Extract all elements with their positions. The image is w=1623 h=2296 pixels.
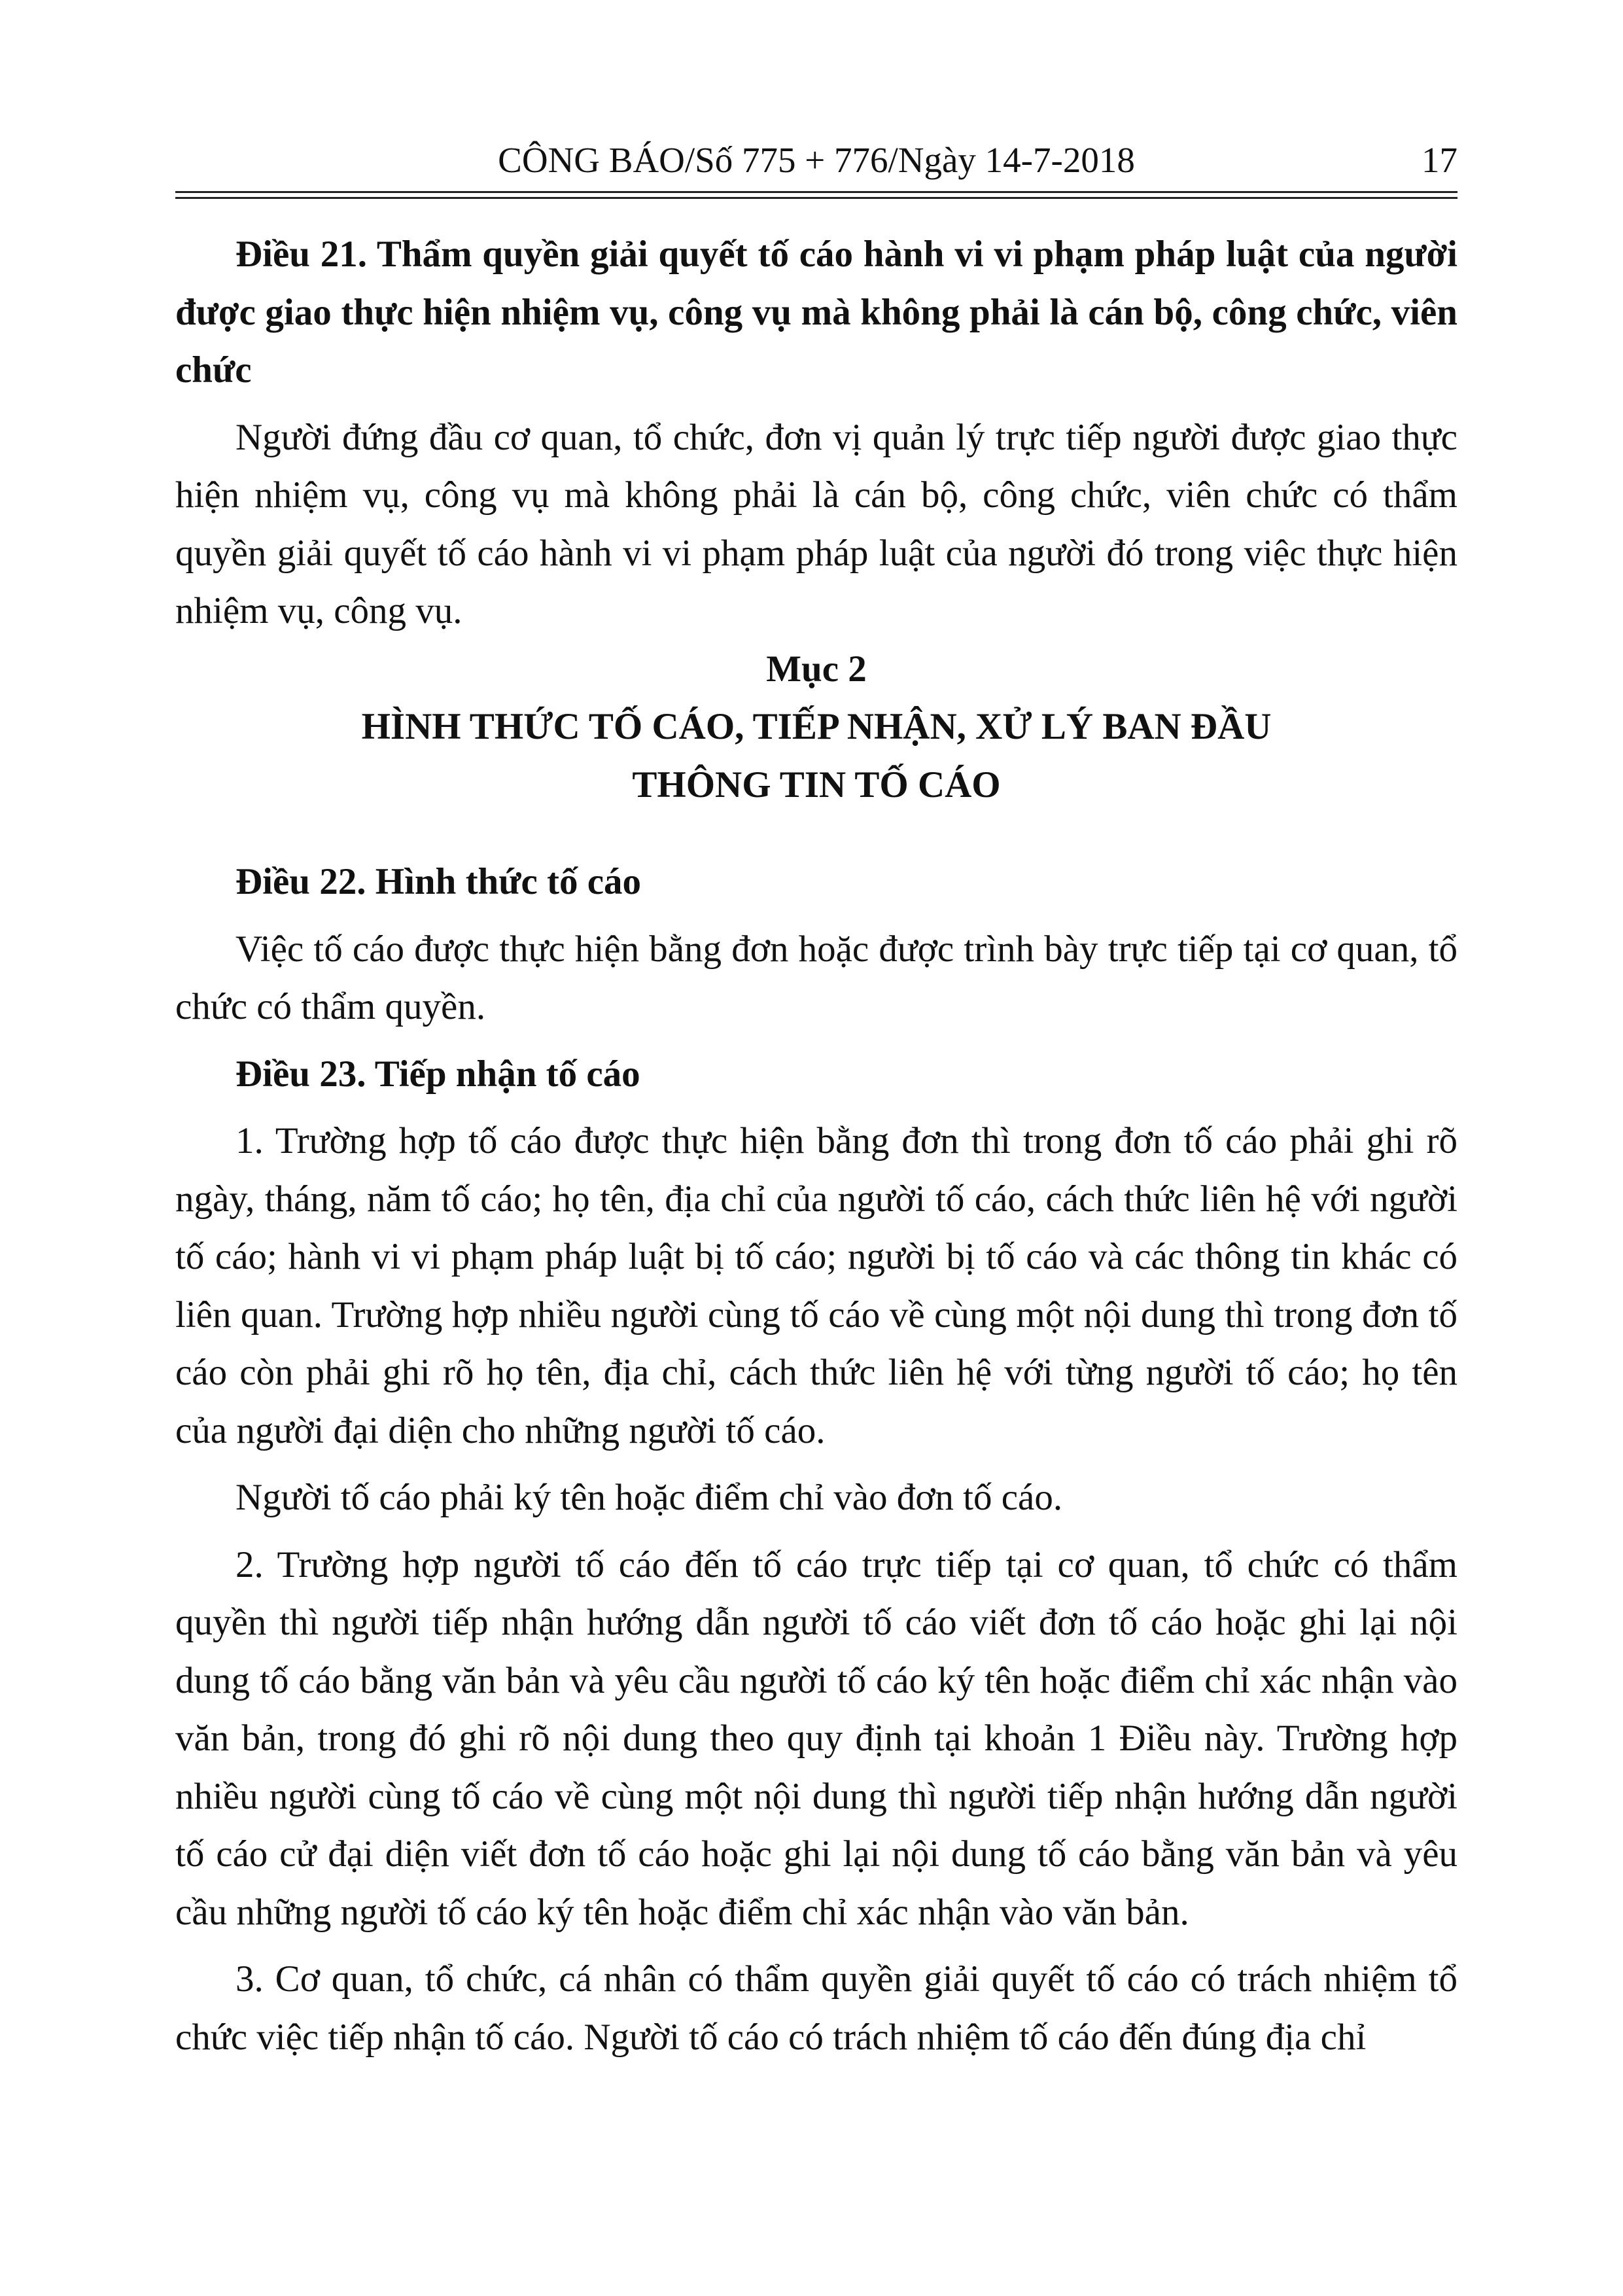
document-body: [175, 226, 1457, 2066]
article-23-clause-1: 1. Trường hợp tố cáo được thực hiện bằng đơn thì trong đơn tố cáo phải ghi rõ ngày, tháng, năm tố cáo; họ tên, địa chỉ của người tố cáo, cách thức liên hệ với người tố cáo; hành vi vi phạm pháp luật bị tố cáo; người bị tố cáo và các thông tin khác có liên quan. Trường hợp nhiều người cùng tố cáo về cùng một nội dung thì trong đơn tố cáo còn phải ghi rõ họ tên, địa chỉ, cách thức liên hệ với từng người tố cáo; họ tên của người đại diện cho những người tố cáo.: [175, 1120, 1457, 1451]
page-number: 17: [1422, 140, 1457, 180]
article-23-signature-note: Người tố cáo phải ký tên hoặc điểm chỉ vào đơn tố cáo.: [236, 1477, 1063, 1518]
article-22-paragraph: Việc tố cáo được thực hiện bằng đơn hoặc được trình bày trực tiếp tại cơ quan, tổ chức có thẩm quyền.: [175, 928, 1457, 1027]
article-23-clause-3: 3. Cơ quan, tổ chức, cá nhân có thẩm quyền giải quyết tố cáo có trách nhiệm tổ chức việc tiếp nhận tố cáo. Người tố cáo có trách nhiệm tố cáo đến đúng địa chỉ: [175, 1958, 1457, 2058]
article-21-heading: Điều 21. Thẩm quyền giải quyết tố cáo hành vi vi phạm pháp luật của người được giao thực hiện nhiệm vụ, công vụ mà không phải là cán bộ, công chức, viên chức: [175, 234, 1457, 391]
header-double-rule: [175, 191, 1457, 199]
gazette-title: CÔNG BÁO/Số 775 + 776/Ngày 14-7-2018: [498, 140, 1135, 180]
article-23-clause-2: 2. Trường hợp người tố cáo đến tố cáo trực tiếp tại cơ quan, tổ chức có thẩm quyền thì người tiếp nhận hướng dẫn người tố cáo viết đơn tố cáo hoặc ghi lại nội dung tố cáo bằng văn bản và yêu cầu người tố cáo ký tên hoặc điểm chỉ xác nhận vào văn bản, trong đó ghi rõ nội dung theo quy định tại khoản 1 Điều này. Trường hợp nhiều người cùng tố cáo về cùng một nội dung thì người tiếp nhận hướng dẫn người tố cáo cử đại diện viết đơn tố cáo hoặc ghi lại nội dung tố cáo bằng văn bản và yêu cầu những người tố cáo ký tên hoặc điểm chỉ xác nhận vào văn bản.: [175, 1544, 1457, 1933]
section-title-line-1: HÌNH THỨC TỐ CÁO, TIẾP NHẬN, XỬ LÝ BAN ĐẦU: [361, 706, 1272, 747]
article-22-heading: Điều 22. Hình thức tố cáo: [236, 861, 642, 902]
page-header: [175, 134, 1457, 186]
article-23-heading: Điều 23. Tiếp nhận tố cáo: [236, 1053, 640, 1095]
article-21-paragraph: Người đứng đầu cơ quan, tổ chức, đơn vị quản lý trực tiếp người được giao thực hiện nhiệm vụ, công vụ mà không phải là cán bộ, công chức, viên chức có thẩm quyền giải quyết tố cáo hành vi vi phạm pháp luật của người đó trong việc thực hiện nhiệm vụ, công vụ.: [175, 416, 1457, 631]
section-label: Mục 2: [766, 648, 867, 690]
section-title-line-2: THÔNG TIN TỐ CÁO: [632, 764, 1001, 805]
